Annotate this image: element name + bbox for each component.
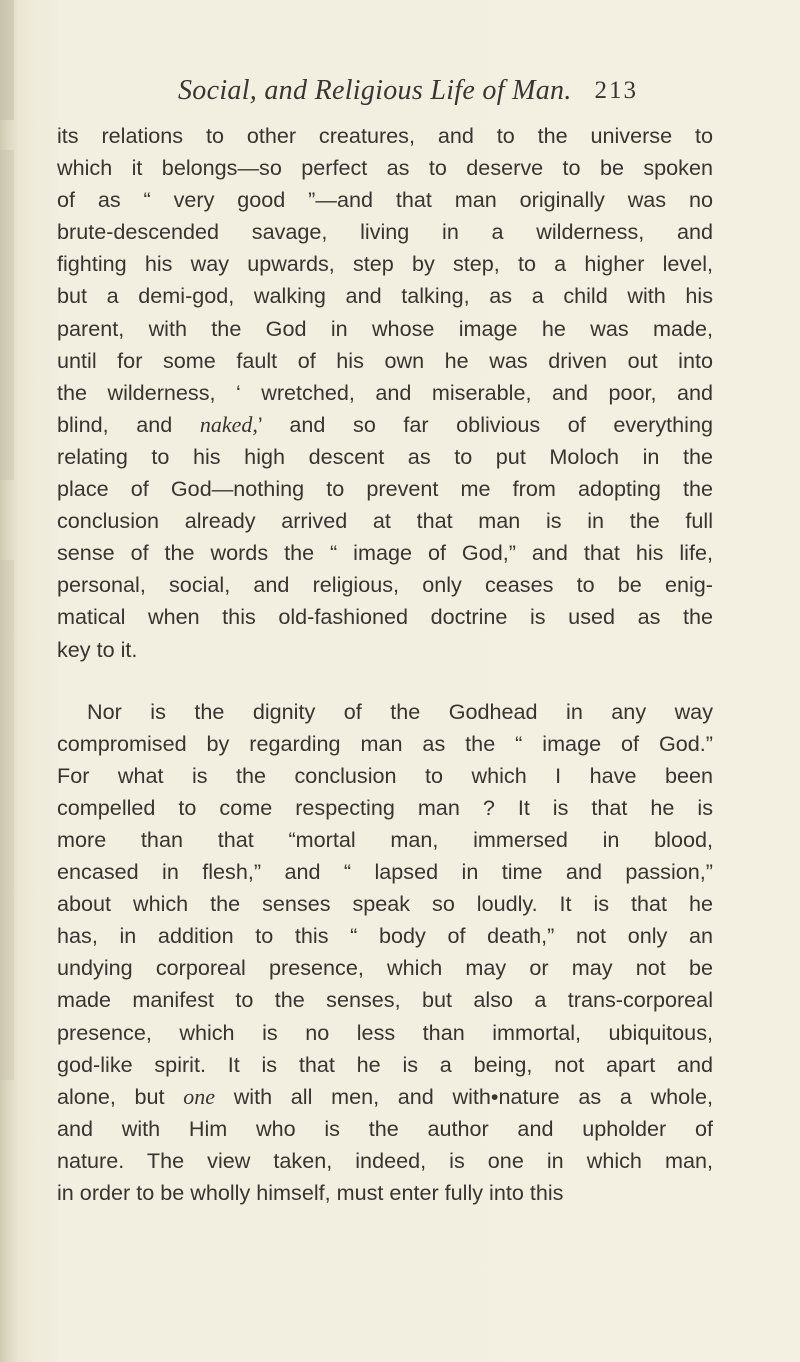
text-line [57, 120, 713, 152]
text-line [57, 248, 713, 280]
text-line [57, 313, 713, 345]
text-segment: until for some fault of his own he was driven out into [57, 347, 713, 373]
text-segment: the wilderness, ‘ wretched, and miserable, and poor, and [57, 379, 713, 405]
text-segment: ’ and so far oblivious of everything [257, 411, 713, 437]
text-segment: key to it. [57, 636, 138, 662]
text-segment: Nor is the dignity of the Godhead in any way [87, 698, 713, 724]
text-line [57, 345, 713, 377]
text-line [57, 569, 713, 601]
text-line [57, 1049, 713, 1081]
text-segment: with all men, and with•nature as a whole, [215, 1083, 713, 1109]
text-segment: matical when this old-fashioned doctrine is used as the [57, 604, 713, 630]
text-segment: For what is the conclusion to which I have been [57, 762, 713, 788]
page-edge-shadow [0, 560, 14, 1080]
text-line [57, 1113, 713, 1145]
text-line [57, 184, 713, 216]
text-segment: made manifest to the senses, but also a trans-corporeal [57, 987, 713, 1013]
text-line [57, 473, 713, 505]
text-segment: compromised by regarding man as the “ image of God.” [57, 730, 713, 756]
text-segment: alone, but [57, 1083, 184, 1109]
text-line [57, 824, 713, 856]
text-segment: relating to his high descent as to put Moloch in the [57, 443, 713, 469]
text-segment: personal, social, and religious, only ceases to be enig- [57, 572, 713, 598]
text-line [57, 216, 713, 248]
text-segment: compelled to come respecting man ? It is that he is [57, 794, 713, 820]
running-header [178, 75, 638, 115]
text-line [57, 760, 713, 792]
text-line [57, 441, 713, 473]
page-edge-shadow [0, 0, 14, 120]
text-line [57, 537, 713, 569]
text-line [57, 920, 713, 952]
text-segment: god-like spirit. It is that he is a being, not apart and [57, 1051, 713, 1077]
text-segment: but a demi-god, walking and talking, as a child with his [57, 283, 713, 309]
emphasized-text: one [183, 1083, 215, 1109]
text-segment: in order to be wholly himself, must enter fully into this [57, 1180, 564, 1205]
text-segment: sense of the words the “ image of God,” and that his life, [57, 540, 713, 566]
text-line [57, 792, 713, 824]
text-segment: undying corporeal presence, which may or may not be [57, 955, 713, 981]
text-segment: parent, with the God in whose image he was made, [57, 315, 713, 341]
text-line [57, 377, 713, 409]
text-line [57, 984, 713, 1016]
text-line [57, 1081, 713, 1113]
text-segment: conclusion already arrived at that man is in the full [57, 508, 713, 534]
text-line [57, 1017, 713, 1049]
page-number: 213 [594, 77, 638, 104]
text-line [57, 728, 713, 760]
text-segment: blind, and [57, 411, 200, 437]
text-segment: of as “ very good ”—and that man originally was no [57, 187, 713, 213]
paragraph [57, 120, 713, 666]
paragraph [57, 696, 713, 1210]
text-segment: which it belongs—so perfect as to deserve to be spoken [57, 155, 713, 181]
text-line [57, 280, 713, 312]
text-line [57, 856, 713, 888]
text-segment: brute-descended savage, living in a wilderness, and [57, 219, 713, 245]
text-segment: place of God—nothing to prevent me from adopting the [57, 476, 713, 502]
text-line [57, 696, 713, 728]
text-segment: its relations to other creatures, and to the universe to [57, 123, 713, 148]
running-title: Social, and Religious Life of Man. [178, 75, 572, 106]
text-segment: and with Him who is the author and upholder of [57, 1115, 713, 1141]
text-line [57, 409, 713, 441]
text-line [57, 505, 713, 537]
text-line [57, 888, 713, 920]
page-edge-shadow [0, 150, 14, 480]
text-line [57, 1177, 713, 1209]
text-line [57, 952, 713, 984]
text-segment: about which the senses speak so loudly. It is that he [57, 891, 713, 917]
text-segment: nature. The view taken, indeed, is one in which man, [57, 1147, 713, 1173]
text-line [57, 1145, 713, 1177]
text-segment: more than that “mortal man, immersed in blood, [57, 826, 713, 852]
text-segment: presence, which is no less than immortal, ubiquitous, [57, 1019, 713, 1045]
body-text [57, 120, 713, 1209]
text-segment: fighting his way upwards, step by step, to a higher level, [57, 251, 713, 277]
text-line [57, 601, 713, 633]
text-segment: has, in addition to this “ body of death,” not only an [57, 923, 713, 949]
text-line [57, 152, 713, 184]
emphasized-text: naked, [199, 411, 258, 437]
text-line [57, 634, 713, 666]
text-segment: encased in flesh,” and “ lapsed in time and passion,” [57, 859, 713, 885]
